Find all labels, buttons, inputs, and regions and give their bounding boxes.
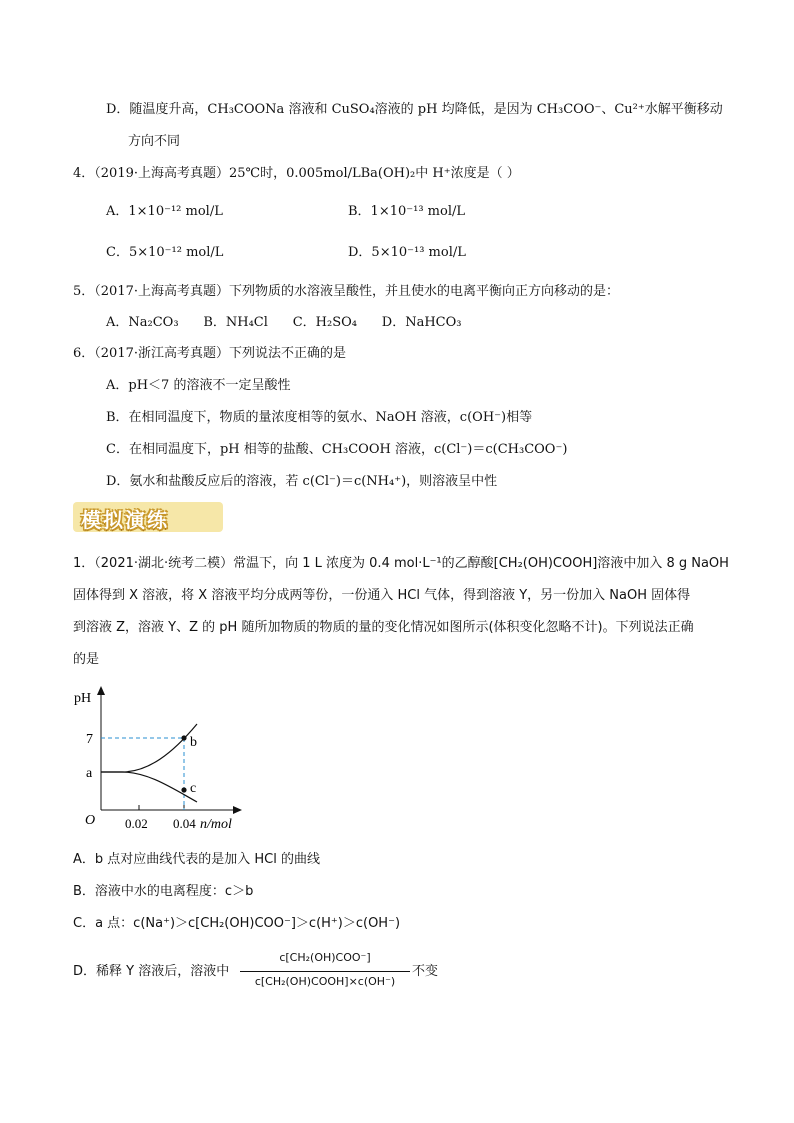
fraction-numerator: c[CH₂(OH)COO⁻] [279, 951, 371, 964]
y-tick-a-label: a [86, 766, 93, 781]
q6-option-d: D．氨水和盐酸反应后的溶液，若 c(Cl⁻)＝c(NH₄⁺)，则溶液呈中性 [106, 474, 498, 489]
x-axis-arrow-icon [233, 806, 242, 814]
y-tick-7-label: 7 [86, 732, 93, 747]
curve-hcl [101, 772, 197, 802]
m1-option-d-prefix: D．稀释 Y 溶液后，溶液中 [73, 964, 230, 979]
q3-option-d-line1: D．随温度升高，CH₃COONa 溶液和 CuSO₄溶液的 pH 均降低，是因为 CH₃COO⁻、Cu²⁺水解平衡移动 [106, 102, 723, 117]
origin-label: O [85, 813, 96, 828]
q4-option-b: B．1×10⁻¹³ mol/L [348, 204, 466, 219]
q6-option-c: C．在相同温度下，pH 相等的盐酸、CH₃COOH 溶液，c(Cl⁻)＝c(CH₃COO⁻) [106, 442, 568, 457]
m1-option-d-suffix: 不变 [412, 964, 439, 979]
x-tick-002-label: 0.02 [125, 816, 148, 831]
m1-option-d-fraction [240, 949, 410, 995]
point-b-marker [181, 735, 186, 740]
q4-option-a: A．1×10⁻¹² mol/L [106, 204, 223, 219]
m1-stem-line4: 的是 [73, 652, 100, 667]
section-banner-label: 模拟演练 [81, 508, 169, 532]
point-c-label: c [190, 781, 197, 796]
fraction-denominator: c[CH₂(OH)COOH]×c(OH⁻) [254, 975, 396, 988]
point-b-label: b [190, 735, 197, 750]
q5-options: A．Na₂CO₃ B．NH₄Cl C．H₂SO₄ D．NaHCO₃ [106, 315, 462, 330]
m1-stem-line3: 到溶液 Z，溶液 Y、Z 的 pH 随所加物质的物质的量的变化情况如图所示(体积变化忽略不计)。下列说法正确 [73, 620, 694, 635]
y-axis-label: pH [74, 691, 92, 706]
m1-option-b: B．溶液中水的电离程度：c＞b [73, 884, 254, 899]
q5-stem: 5．（2017·上海高考真题）下列物质的水溶液呈酸性，并且使水的电离平衡向正方向移动的是： [73, 284, 619, 299]
fraction-bar [240, 971, 410, 972]
curve-naoh [101, 724, 197, 772]
q6-option-b: B．在相同温度下，物质的量浓度相等的氨水、NaOH 溶液，c(OH⁻)相等 [106, 410, 533, 425]
q6-stem: 6．（2017·浙江高考真题）下列说法不正确的是 [73, 346, 346, 361]
x-axis-label: n/mol [200, 817, 232, 832]
q4-option-c: C．5×10⁻¹² mol/L [106, 245, 224, 260]
point-c-marker [181, 787, 186, 792]
q4-option-d: D．5×10⁻¹³ mol/L [348, 245, 466, 260]
q6-option-a: A．pH＜7 的溶液不一定呈酸性 [106, 378, 291, 393]
q3-option-d-line2: 方向不同 [128, 134, 181, 149]
q4-stem: 4．（2019·上海高考真题）25℃时，0.005mol/LBa(OH)₂中 H⁺浓度是（ ） [73, 166, 520, 181]
section-banner [73, 502, 223, 532]
m1-stem-line1: 1．（2021·湖北·统考二模）常温下，向 1 L 浓度为 0.4 mol·L⁻¹的乙醇酸[CH₂(OH)COOH]溶液中加入 8 g NaOH [73, 556, 729, 571]
m1-stem-line2: 固体得到 X 溶液，将 X 溶液平均分成两等份，一份通入 HCl 气体，得到溶液 Y，另一份加入 NaOH 固体得 [73, 588, 691, 603]
y-axis-arrow-icon [97, 686, 105, 695]
ph-graph [70, 682, 270, 842]
x-tick-004-label: 0.04 [173, 816, 196, 831]
m1-option-a: A．b 点对应曲线代表的是加入 HCl 的曲线 [73, 852, 321, 867]
m1-option-c: C．a 点：c(Na⁺)＞c[CH₂(OH)COO⁻]＞c(H⁺)＞c(OH⁻) [73, 916, 401, 931]
